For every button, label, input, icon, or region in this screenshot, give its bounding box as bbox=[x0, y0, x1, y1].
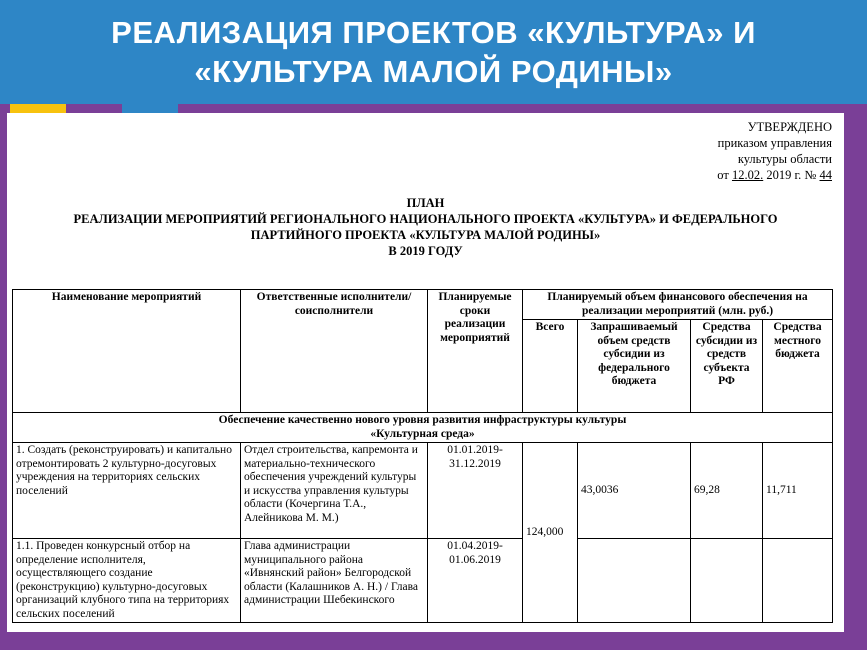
plan-title bbox=[7, 195, 844, 259]
slide-header bbox=[0, 0, 867, 104]
approval-line1: УТВЕРЖДЕНО bbox=[747, 120, 832, 134]
cell-empty bbox=[691, 539, 763, 623]
cell-subject: 69,28 bbox=[691, 443, 763, 539]
approval-line2: приказом управления bbox=[717, 136, 832, 150]
approval-line3: культуры области bbox=[737, 152, 832, 166]
header-responsible: Ответственные исполнители/соисполнители bbox=[241, 290, 428, 413]
approval-date-prefix: от bbox=[717, 168, 729, 182]
document-scan bbox=[7, 113, 844, 632]
table-row bbox=[13, 539, 833, 623]
plan-title-line1: ПЛАН bbox=[406, 196, 445, 210]
cell-total: 124,000 bbox=[523, 443, 578, 623]
header-local: Средства местного бюджета bbox=[763, 320, 833, 413]
row-name: 1.1. Проведен конкурсный отбор на определение исполнителя, осуществляющего создание (реконструкцию) культурно-досуговых организаций клубного типа на территориях сельских поселений bbox=[13, 539, 241, 623]
cell-empty bbox=[763, 539, 833, 623]
plan-title-line2: РЕАЛИЗАЦИИ МЕРОПРИЯТИЙ РЕГИОНАЛЬНОГО НАЦИОНАЛЬНОГО ПРОЕКТА «КУЛЬТУРА» И ФЕДЕРАЛЬНОГО bbox=[73, 212, 778, 226]
section-title-line2: «Культурная среда» bbox=[370, 427, 475, 440]
plan-title-line4: В 2019 ГОДУ bbox=[388, 244, 463, 258]
header-subject: Средства субсидии из средств субъекта РФ bbox=[691, 320, 763, 413]
header-terms: Планируемые сроки реализации мероприятий bbox=[428, 290, 523, 413]
approval-date-line bbox=[717, 167, 832, 183]
section-title-line1: Обеспечение качественно нового уровня развития инфраструктуры культуры bbox=[218, 414, 627, 426]
approval-stamp bbox=[717, 119, 832, 183]
approval-number: 44 bbox=[819, 168, 832, 182]
header-finance: Планируемый объем финансового обеспечения на реализации мероприятий (млн. руб.) bbox=[523, 290, 833, 320]
slide-title-line1: РЕАЛИЗАЦИЯ ПРОЕКТОВ «КУЛЬТУРА» И bbox=[111, 15, 756, 50]
approval-date: 12.02. bbox=[731, 168, 764, 182]
section-row bbox=[13, 413, 833, 443]
slide-title bbox=[111, 13, 756, 91]
slide-title-line2: «КУЛЬТУРА МАЛОЙ РОДИНЫ» bbox=[194, 54, 673, 89]
cell-requested: 43,0036 bbox=[578, 443, 691, 539]
section-title bbox=[13, 413, 833, 443]
row-terms: 01.01.2019-31.12.2019 bbox=[428, 443, 523, 539]
cell-local: 11,711 bbox=[763, 443, 833, 539]
approval-year: 2019 г. № bbox=[766, 168, 817, 182]
table-row bbox=[13, 443, 833, 539]
plan-title-line3: ПАРТИЙНОГО ПРОЕКТА «КУЛЬТУРА МАЛОЙ РОДИНЫ» bbox=[250, 228, 601, 242]
plan-table bbox=[12, 289, 833, 623]
row-responsible: Глава администрации муниципального района «Ивнянский район» Белгородской области (Калашников А. Н.) / Глава администрации Шебекинского bbox=[241, 539, 428, 623]
row-responsible: Отдел строительства, капремонта и материально-технического обеспечения учреждений культуры и искусства управления культуры области (Кочергина Т.А., Алейникова М. М.) bbox=[241, 443, 428, 539]
header-requested: Запрашиваемый объем средств субсидии из федерального бюджета bbox=[578, 320, 691, 413]
row-name: 1. Создать (реконструировать) и капитально отремонтировать 2 культурно-досуговых учреждения на территориях сельских поселений bbox=[13, 443, 241, 539]
cell-empty bbox=[578, 539, 691, 623]
header-name: Наименование мероприятий bbox=[13, 290, 241, 413]
row-terms: 01.04.2019-01.06.2019 bbox=[428, 539, 523, 623]
header-total: Всего bbox=[523, 320, 578, 413]
